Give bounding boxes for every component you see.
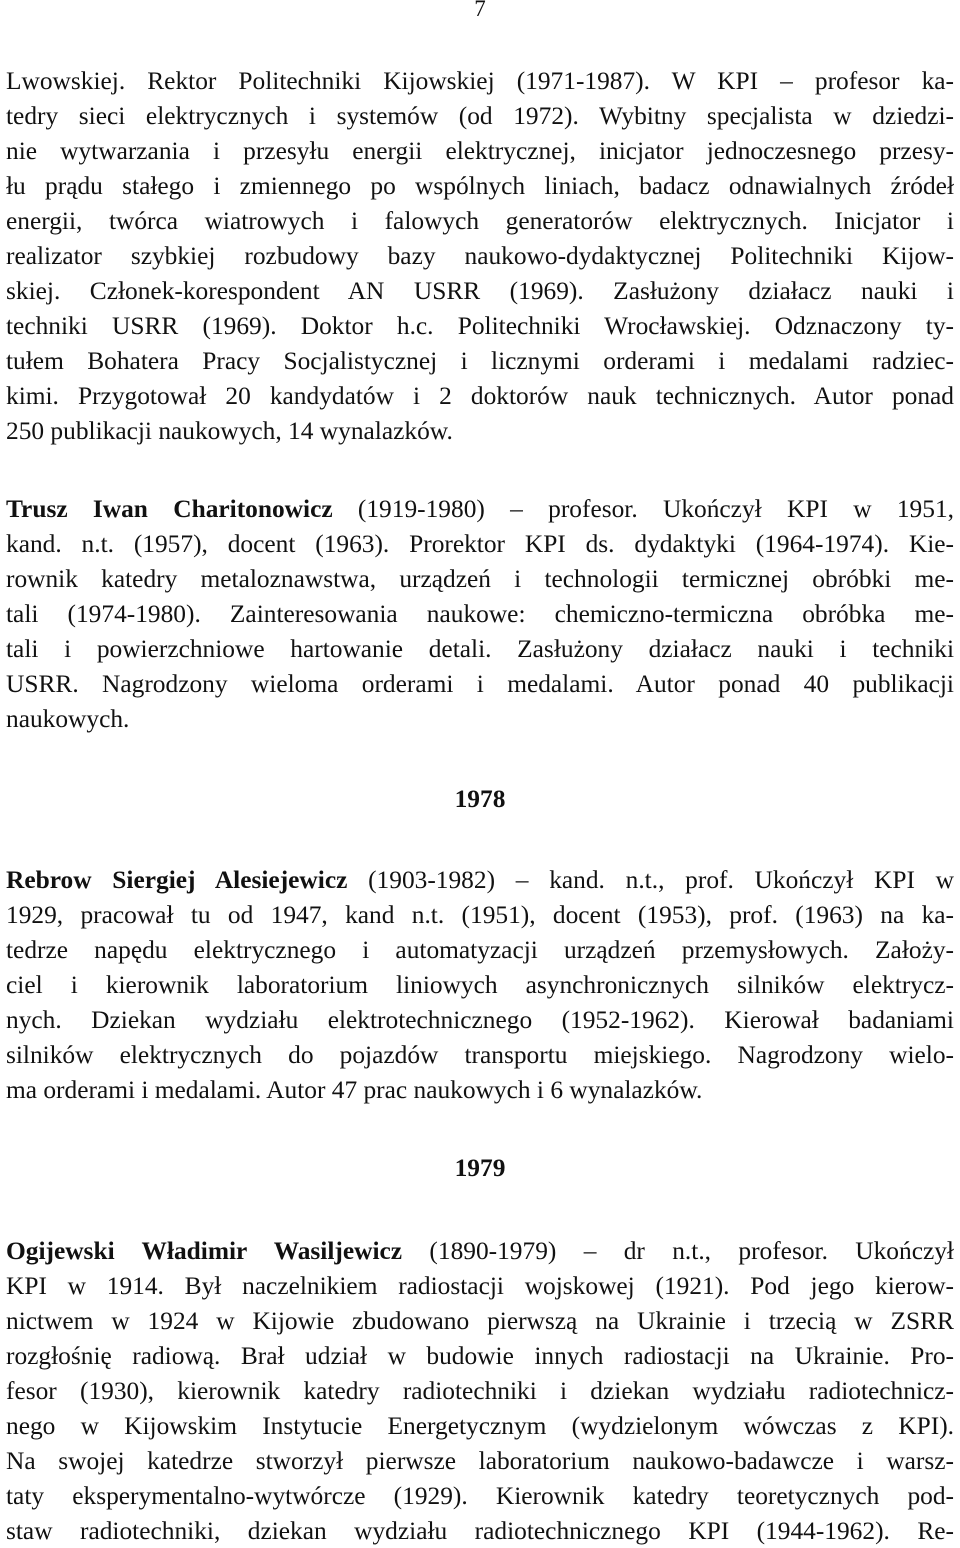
year-heading-1979: 1979 (454, 1154, 506, 1182)
text-line: nie wytwarzania i przesyłu energii elektrycznej, inicjator jednoczesnego przesy- (6, 137, 954, 165)
text-line: realizator szybkiej rozbudowy bazy naukowo-dydaktycznej Politechniki Kijow- (6, 242, 954, 270)
entry-first-line (6, 863, 954, 897)
text-line: skiej. Członek-korespondent AN USRR (1969). Zasłużony działacz nauki i (6, 277, 954, 305)
entry-first-line-text: (1919-1980) – profesor. Ukończył KPI w 1951, (332, 495, 954, 523)
text-line: tedry sieci elektrycznych i systemów (od 1972). Wybitny specjalista w dziedzi- (6, 102, 954, 130)
text-line: fesor (1930), kierownik katedry radiotechniki i dziekan wydziału radiotechnicz- (6, 1377, 954, 1405)
page-number: 7 (474, 0, 486, 21)
text-line: staw radiotechniki, dziekan wydziału radiotechnicznego KPI (1944-1962). Re- (6, 1517, 954, 1545)
text-line: techniki USRR (1969). Doktor h.c. Politechniki Wrocławskiej. Odznaczony ty- (6, 312, 954, 340)
text-line: KPI w 1914. Był naczelnikiem radiostacji wojskowej (1921). Pod jego kierow- (6, 1272, 954, 1300)
text-line: ciel i kierownik laboratorium liniowych asynchronicznych silników elektrycz- (6, 971, 954, 999)
text-line: ma orderami i medalami. Autor 47 prac naukowych i 6 wynalazków. (6, 1076, 703, 1104)
text-line: tali (1974-1980). Zainteresowania naukowe: chemiczno-termiczna obróbka me- (6, 600, 954, 628)
text-line: tułem Bohatera Pracy Socjalistycznej i licznymi orderami i medalami radziec- (6, 347, 954, 375)
text-line: naukowych. (6, 705, 130, 733)
text-line: 250 publikacji naukowych, 14 wynalazków. (6, 417, 453, 445)
person-name: Ogijewski Władimir Wasiljewicz (6, 1237, 403, 1265)
text-line: nych. Dziekan wydziału elektrotechnicznego (1952-1962). Kierował badaniami (6, 1006, 954, 1034)
entry-first-line (6, 492, 954, 526)
text-line: nictwem w 1924 w Kijowie zbudowano pierwszą na Ukrainie i trzecią w ZSRR (6, 1307, 954, 1335)
text-line: nego w Kijowskim Instytucie Energetycznym (wydzielonym wówczas z KPI). (6, 1412, 954, 1440)
person-name: Trusz Iwan Charitonowicz (6, 495, 333, 523)
text-line: energii, twórca wiatrowych i falowych generatorów elektrycznych. Inicjator i (6, 207, 954, 235)
text-line: taty eksperymentalno-wytwórcze (1929). Kierownik katedry teoretycznych pod- (6, 1482, 954, 1510)
entry-first-line-text: (1890-1979) – dr n.t., profesor. Ukończył (402, 1237, 954, 1265)
text-line: USRR. Nagrodzony wieloma orderami i medalami. Autor ponad 40 publikacji (6, 670, 954, 698)
text-line: Lwowskiej. Rektor Politechniki Kijowskiej (1971-1987). W KPI – profesor ka- (6, 67, 954, 95)
text-line: kimi. Przygotował 20 kandydatów i 2 doktorów nauk technicznych. Autor ponad (6, 382, 954, 410)
entry-first-line (6, 1234, 954, 1268)
text-line: tedrze napędu elektrycznego i automatyzacji urządzeń przemysłowych. Założy- (6, 936, 954, 964)
entry-first-line-text: (1903-1982) – kand. n.t., prof. Ukończył KPI w (347, 866, 954, 894)
person-name: Rebrow Siergiej Alesiejewicz (6, 866, 348, 894)
year-heading-1978: 1978 (454, 785, 506, 813)
text-line: silników elektrycznych do pojazdów transportu miejskiego. Nagrodzony wielo- (6, 1041, 954, 1069)
text-line: rozgłośnię radiową. Brał udział w budowie innych radiostacji na Ukrainie. Pro- (6, 1342, 954, 1370)
text-line: tali i powierzchniowe hartowanie detali. Zasłużony działacz nauki i techniki (6, 635, 954, 663)
text-line: rownik katedry metaloznawstwa, urządzeń i technologii termicznej obróbki me- (6, 565, 954, 593)
text-line: Na swojej katedrze stworzył pierwsze laboratorium naukowo-badawcze i warsz- (6, 1447, 954, 1475)
text-line: 1929, pracował tu od 1947, kand n.t. (1951), docent (1953), prof. (1963) na ka- (6, 901, 954, 929)
text-line: kand. n.t. (1957), docent (1963). Prorektor KPI ds. dydaktyki (1964-1974). Kie- (6, 530, 954, 558)
text-line: łu prądu stałego i zmiennego po wspólnych liniach, badacz odnawialnych źródeł (6, 172, 954, 200)
